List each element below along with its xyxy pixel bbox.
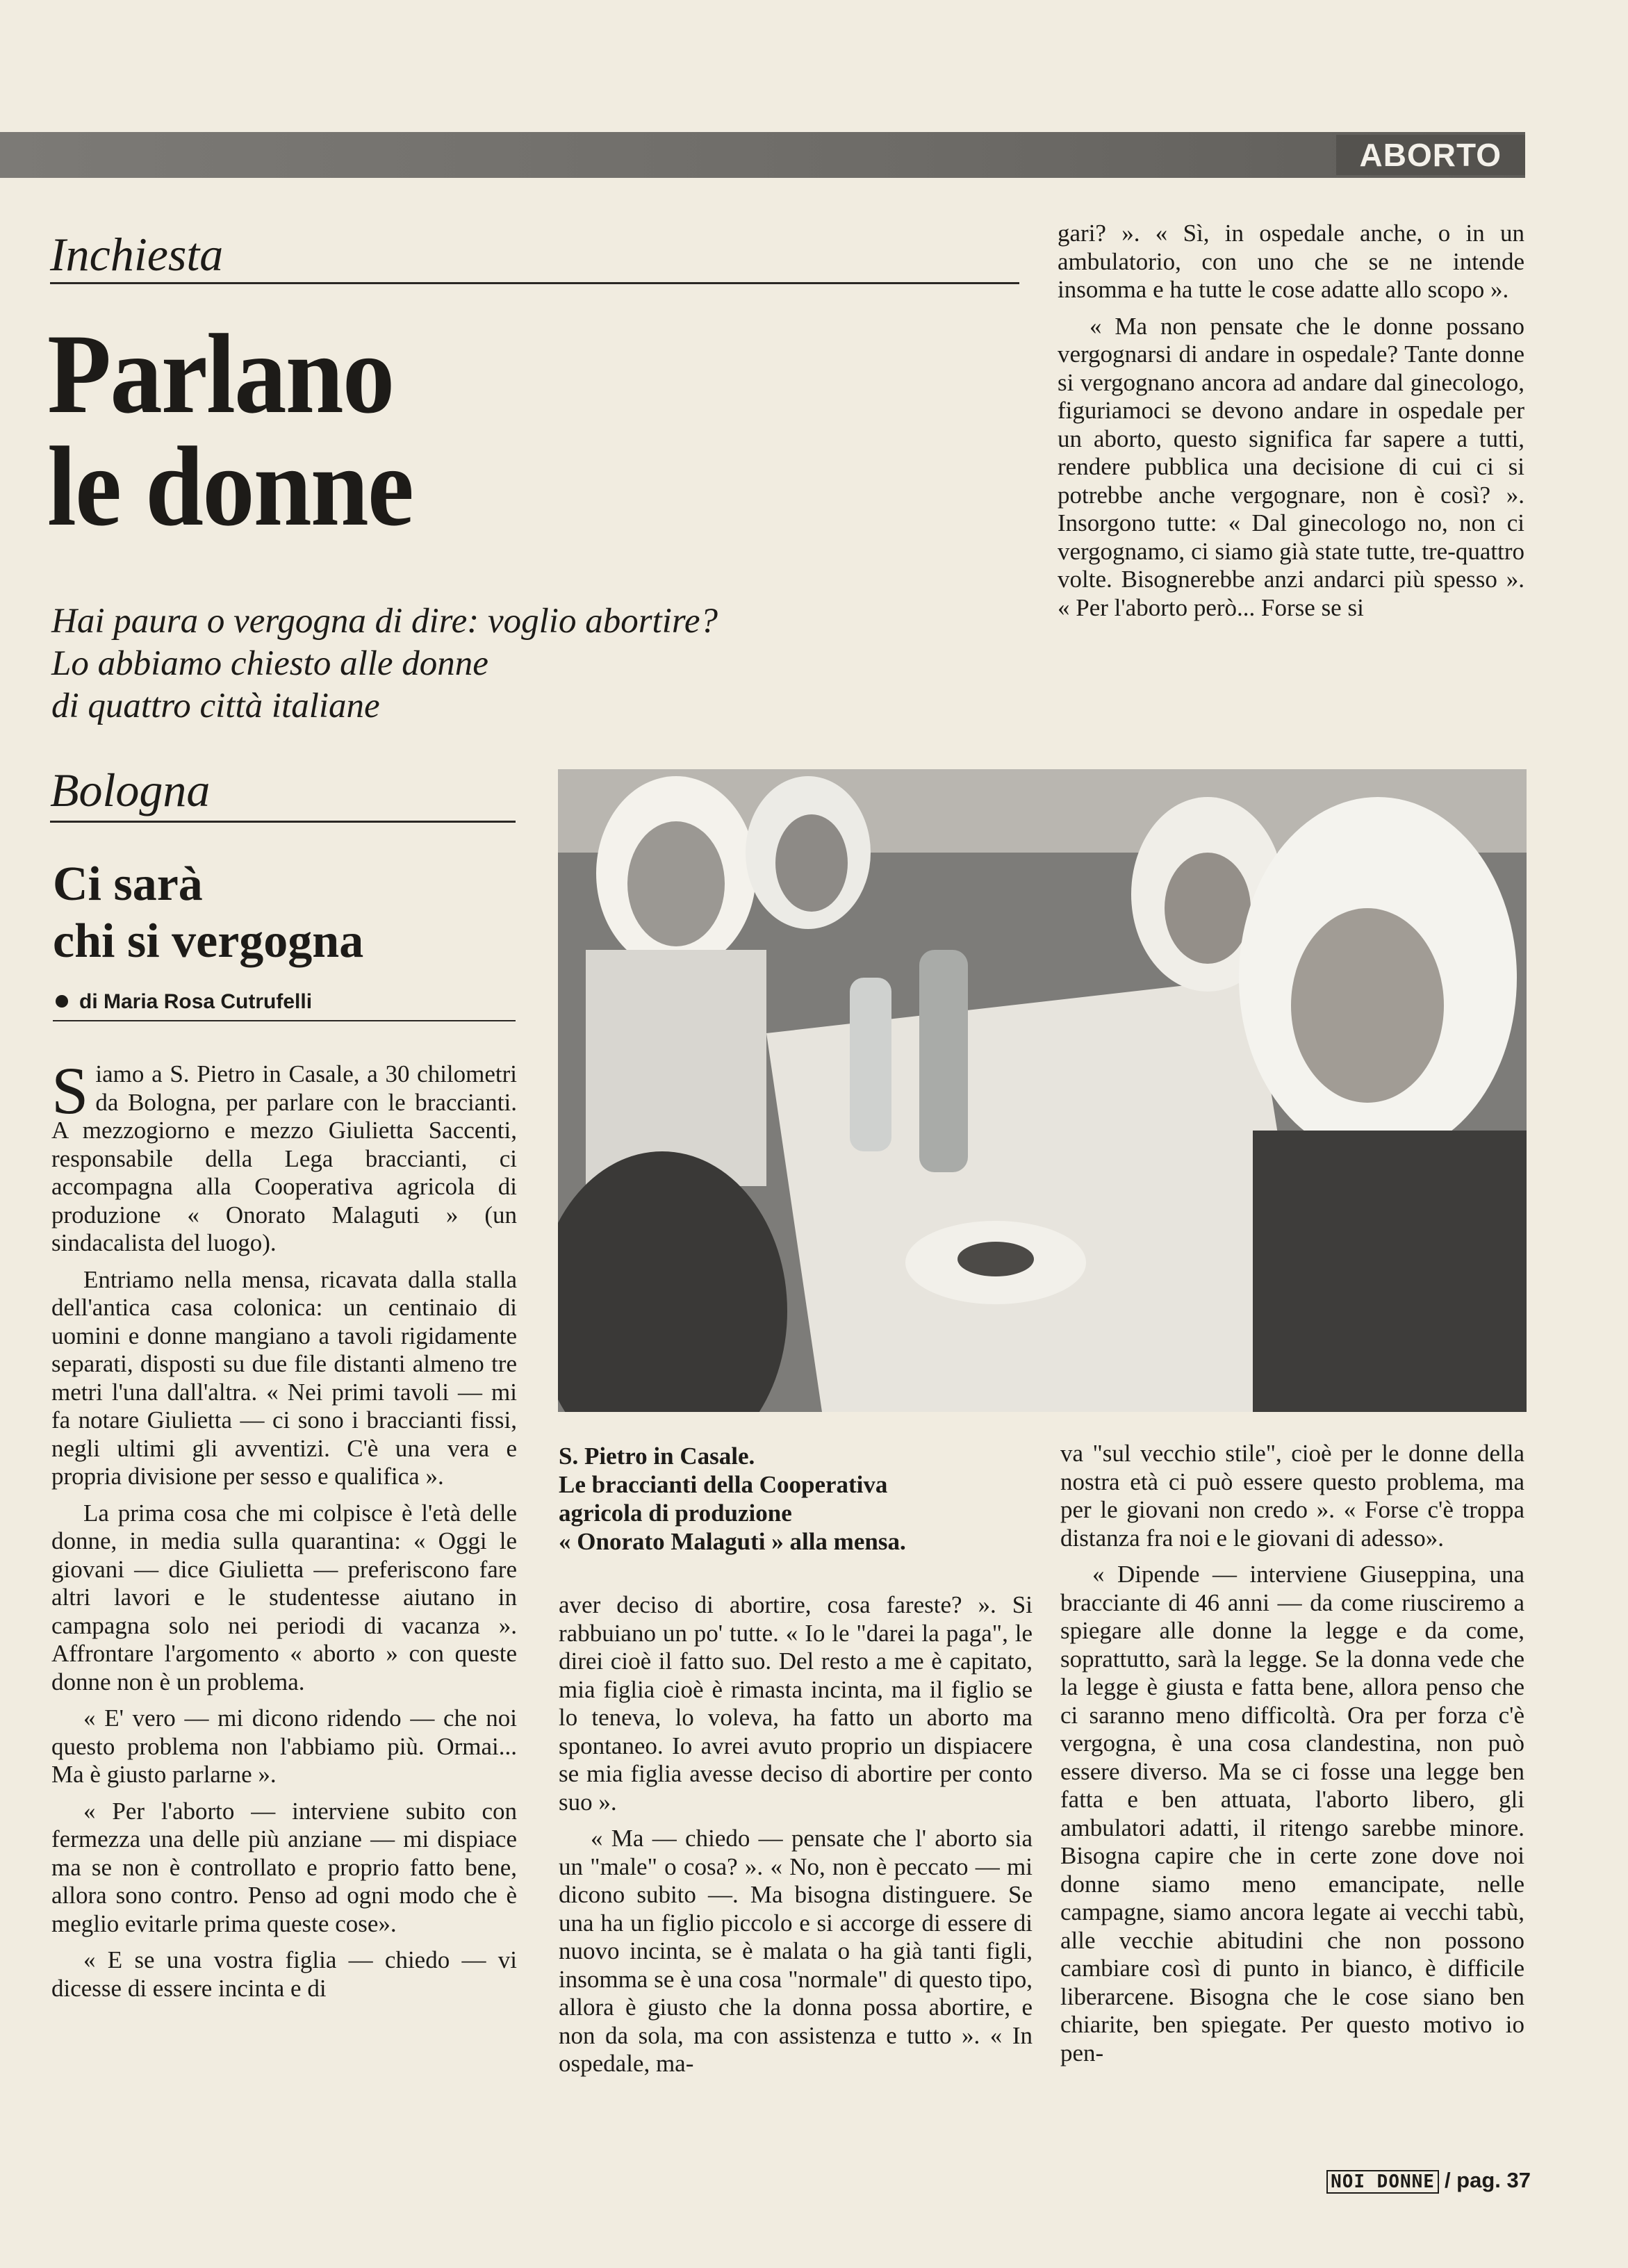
paragraph: « Per l'aborto — interviene subito con fermezza una delle più anziane — mi dispiace ma se non è controllato e proprio fatto bene, allora sono contro. Penso ad ogni modo che è meglio evitarle prima queste cose».	[51, 1797, 517, 1937]
paragraph: gari? ». « Sì, in ospedale anche, o in un ambulatorio, con uno che se ne intende insomma e ha tutte le cose adatte allo scopo ».	[1058, 220, 1524, 303]
section-header-bar	[0, 132, 1525, 178]
caption-line: Le braccianti della Cooperativa	[559, 1471, 888, 1498]
paragraph: « Ma non pensate che le donne possano vergognarsi di andare in ospedale? Tante donne si vergognano ancora ad andare dal ginecologo, figuriamoci se devono andare in ospedale per un aborto, questo significa far sapere a tutti, rendere pubblica una decisione di cui ci si potrebbe anche vergognare, non è così? ». Insorgono tutte: « Dal ginecologo no, non ci vergognamo, ci siamo già state tutte, tre-quattro volte. Bisognerebbe anzi andarci più spesso ». « Per l'aborto però... Forse se si	[1058, 312, 1524, 621]
photo-women-at-canteen	[558, 769, 1527, 1412]
caption-line: S. Pietro in Casale.	[559, 1443, 755, 1470]
page-number: / pag. 37	[1444, 2168, 1531, 2192]
column-2	[559, 1591, 1033, 2087]
paragraph	[51, 1053, 517, 1258]
headline	[47, 311, 413, 550]
subhead-line: di quattro città italiane	[51, 687, 380, 725]
subhead-line: Lo abbiamo chiesto alle donne	[51, 644, 488, 683]
byline-text: di Maria Rosa Cutrufelli	[79, 990, 313, 1013]
article-title	[53, 856, 363, 970]
column-1	[51, 1053, 517, 2117]
byline	[56, 989, 312, 1014]
caption-line: agricola di produzione	[559, 1499, 792, 1527]
kicker-rule	[50, 282, 1019, 284]
city-rule	[50, 821, 516, 823]
kicker: Inchiesta	[50, 228, 224, 281]
paragraph: aver deciso di abortire, cosa fareste? ». Si rabbuiano un po' tutte. « Io le "darei la paga", le direi cioè il fatto suo. Del resto a me è capitato, mia figlia cioè è rimasta incinta, ma il figlio se lo teneva, lo voleva, ha fatto un aborto ma spontaneo. Io avrei avuto proprio un dispiacere se mia figlia avesse deciso di abortire per conto suo ».	[559, 1591, 1033, 1816]
caption-line: « Onorato Malaguti » alla mensa.	[559, 1528, 906, 1555]
paragraph: « Ma — chiedo — pensate che l' aborto sia un "male" o cosa? ». « No, non è peccato — mi dicono subito —. Ma bisogna distinguere. Se una ha un figlio piccolo e si accorge di essere di nuovo incinta, se è malata o ha già tanti figli, insomma se è una cosa "normale" di questo tipo, allora è giusto che la donna possa abortire, e non da sola, ma con assistenza e tutto ». « In ospedale, ma-	[559, 1825, 1033, 2077]
city-label: Bologna	[50, 764, 211, 816]
column-3	[1060, 1440, 1524, 2076]
subhead	[51, 600, 920, 728]
paragraph: La prima cosa che mi colpisce è l'età delle donne, in media sulla quarantina: « Oggi le giovani — dice Giulietta — preferiscono fare altri lavori e le studentesse aiutano in campagna solo nei periodi di vacanza ». Affrontare l'argomento « aborto » con queste donne non è un problema.	[51, 1499, 517, 1695]
paragraph: « E se una vostra figlia — chiedo — vi dicesse di essere incinta e di	[51, 1946, 517, 2002]
paragraph: « Dipende — interviene Giuseppina, una bracciante di 46 anni — da come riusciremo a spiegare alle donne la legge e da come, soprattutto, sarà la legge. Se la donna vede che la legge è giusta e fatta bene, allora penso che ci saranno meno difficoltà. Ora per forza c'è vergogna, è una cosa clandestina, non può essere diverso. Ma se ci fosse una legge ben fatta e ben attuata, l'aborto libero, gli ambulatori adatti, il ritengo sarebbe minore. Bisogna capire che in certe zone dove noi donne siamo meno emancipate, nelle campagne, siamo ancora legate ai vecchi tabù, alle vecchie abitudini che non possono cambiare così di punto in bianco, è difficile liberarcene. Bisogna che le cose siano ben chiarite, ben spiegate. Per questo motivo io pen-	[1060, 1561, 1524, 2066]
paragraph: « E' vero — mi dicono ridendo — che noi questo problema non l'abbiamo più. Ormai... Ma è giusto parlarne ».	[51, 1704, 517, 1788]
headline-line-2: le donne	[47, 424, 413, 550]
subhead-line: Hai paura o vergogna di dire: voglio abortire?	[51, 602, 718, 641]
bullet-icon	[56, 995, 68, 1008]
photo-illustration	[558, 769, 1527, 1412]
article-title-line-2: chi si vergogna	[53, 914, 364, 968]
page-footer	[1326, 2167, 1531, 2196]
photo-caption	[559, 1442, 1017, 1556]
paragraph-text: iamo a S. Pietro in Casale, a 30 chilometri da Bologna, per parlare con le braccianti. A mezzogiorno e mezzo Giulietta Saccenti, responsabile della Lega braccianti, ci accompagna alla Cooperativa agricola di produzione « Onorato Malaguti » (un sindacalista del luogo).	[51, 1060, 517, 1256]
paragraph: Entriamo nella mensa, ricavata dalla stalla dell'antica casa colonica: un centinaio di uomini e donne mangiano a tavoli rigidamente separati, disposti su due file distanti almeno tre metri l'una dall'altra. « Nei primi tavoli — mi fa notare Giulietta — ci sono i braccianti fissi, negli ultimi gli avventizi. C'è una vera e propria divisione per sesso e qualifica ».	[51, 1265, 517, 1490]
magazine-masthead: NOI DONNE	[1326, 2170, 1439, 2194]
drop-cap: S	[51, 1053, 89, 1128]
article-title-line-1: Ci sarà	[53, 857, 203, 911]
top-right-column	[1058, 220, 1524, 630]
headline-line-1: Parlano	[47, 311, 394, 437]
section-tag: ABORTO	[1336, 135, 1526, 175]
paragraph: va "sul vecchio stile", cioè per le donne della nostra età ci può essere questo problema, ma per le giovani non credo ». « Forse c'è troppa distanza fra noi e le giovani di adesso».	[1060, 1440, 1524, 1552]
byline-rule	[53, 1020, 516, 1021]
